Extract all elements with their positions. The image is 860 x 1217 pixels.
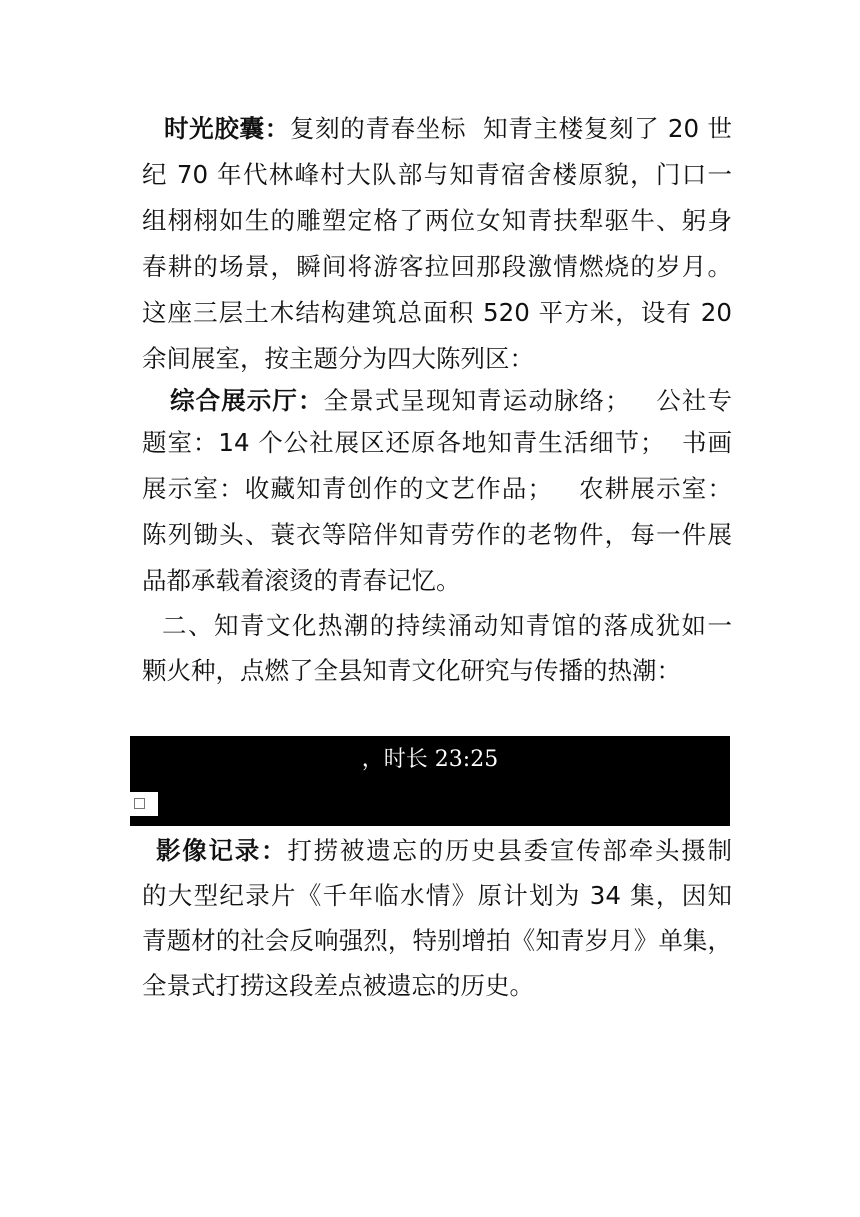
video-thumbnail[interactable] (130, 792, 158, 816)
text-line: 的大型纪录片《千年临水情》原计划为 34 集，因知 (142, 881, 732, 910)
text-line: 展示室：收藏知青创作的文艺作品； 农耕展示室： (142, 474, 732, 503)
text-line: 春耕的场景，瞬间将游客拉回那段激情燃烧的岁月。 (142, 252, 732, 281)
heading-video-record: 影像记录： (156, 836, 288, 865)
text-line: 影像记录：打捞被遗忘的历史县委宣传部牵头摄制 (156, 836, 733, 865)
text-line: 青题材的社会反响强烈，特别增拍《知青岁月》单集， (142, 926, 732, 955)
text-line: 陈列锄头、蓑衣等陪伴知青劳作的老物件，每一件展 (142, 520, 732, 549)
heading-time-capsule: 时光胶囊： (164, 114, 290, 143)
text-line: 余间展室，按主题分为四大陈列区： (142, 344, 534, 373)
checkbox-icon (134, 798, 145, 809)
text-line: 组栩栩如生的雕塑定格了两位女知青扶犁驱牛、躬身 (142, 206, 732, 235)
video-player[interactable] (130, 736, 730, 826)
text-line: 这座三层土木结构建筑总面积 520 平方米，设有 20 (142, 298, 732, 327)
text-line: 全景式打捞这段差点被遗忘的历史。 (142, 971, 534, 1000)
text-line: 纪 70 年代林峰村大队部与知青宿舍楼原貌，门口一 (142, 160, 732, 189)
heading-exhibition-hall: 综合展示厅： (170, 386, 324, 415)
text-line: 题室：14 个公社展区还原各地知青生活细节； 书画 (142, 428, 732, 457)
video-duration-caption: ，时长 23:25 (361, 747, 499, 772)
text-line: 二、知青文化热潮的持续涌动知青馆的落成犹如一 (162, 611, 732, 640)
text-line: 品都承载着滚烫的青春记忆。 (142, 566, 461, 595)
text-line: 时光胶囊：复刻的青春坐标 知青主楼复刻了 20 世 (164, 114, 733, 143)
text-line: 颗火种，点燃了全县知青文化研究与传播的热潮： (142, 656, 681, 685)
text-line: 综合展示厅：全景式呈现知青运动脉络； 公社专 (170, 386, 733, 415)
